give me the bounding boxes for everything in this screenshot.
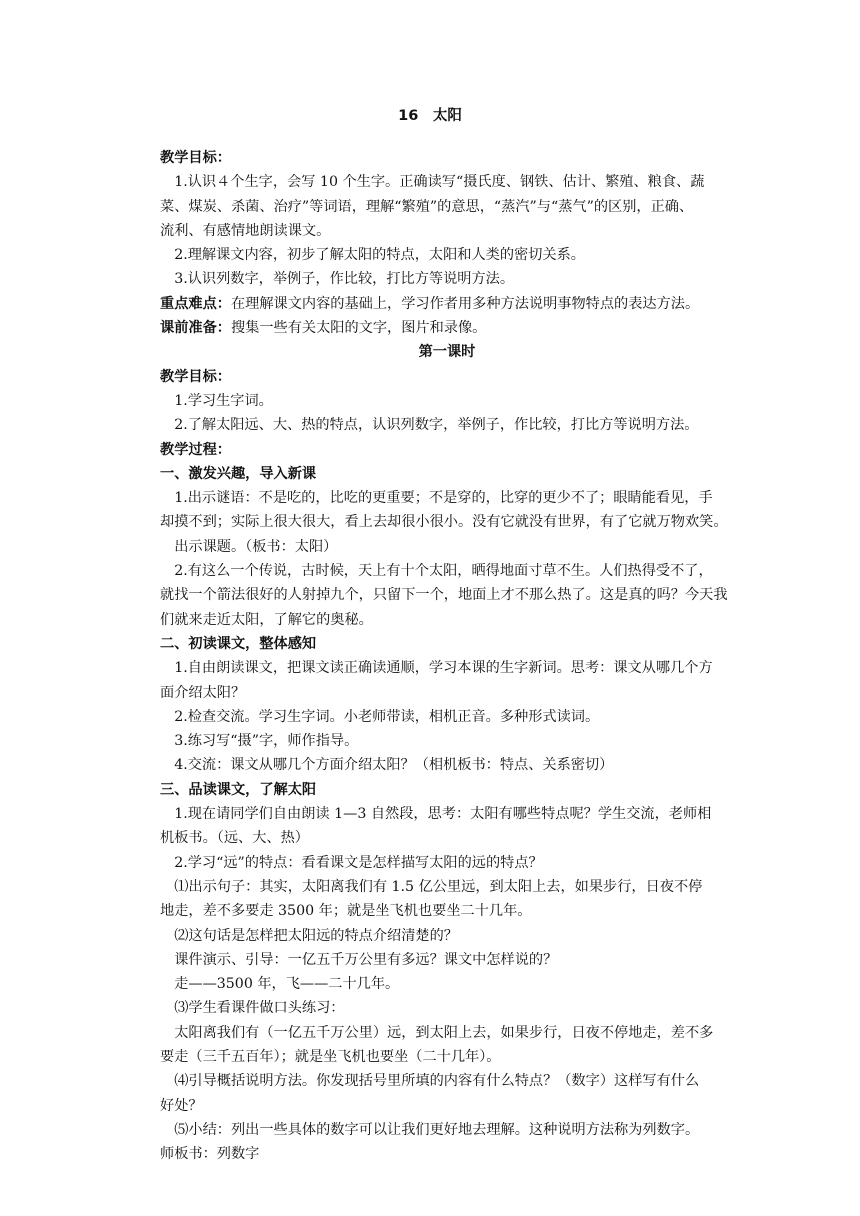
line-text: 面介绍太阳？	[160, 684, 246, 701]
text-line	[160, 1069, 734, 1093]
line-text: 却摸不到；实际上很大很大，看上去却很小很小。没有它就没有世界，有了它就万物欢笑。	[160, 514, 728, 531]
text-line	[160, 219, 734, 243]
line-text: 1.现在请同学们自由朗读 1—3 自然段，思考：太阳有哪些特点呢？学生交流，老师相	[160, 806, 712, 823]
text-line	[160, 996, 734, 1020]
heading-line	[160, 632, 734, 656]
text-line	[160, 608, 734, 632]
line-text: 走——3500 年，飞——二十几年。	[160, 976, 400, 993]
line-rest-text: 在理解课文内容的基础上，学习作者用多种方法说明事物特点的表达方法。	[230, 295, 700, 312]
text-line	[160, 899, 734, 923]
line-text: 课件演示、引导：一亿五千万公里有多远？课文中怎样说的？	[160, 951, 558, 968]
heading-line	[160, 316, 734, 340]
line-text: 机板书。（远、大、热）	[160, 830, 309, 847]
text-line	[160, 753, 734, 777]
line-text: 课前准备：	[160, 320, 231, 337]
text-line	[160, 1021, 734, 1045]
heading-line	[160, 462, 734, 486]
line-text: 二、初读课文，整体感知	[160, 635, 317, 652]
text-line	[160, 705, 734, 729]
line-text: 1.出示谜语：不是吃的，比吃的更重要；不是穿的，比穿的更少不了；眼睛能看见，手	[160, 490, 713, 507]
text-line	[160, 510, 734, 534]
line-text: 们就来走近太阳，了解它的奥秘。	[160, 611, 373, 628]
text-line	[160, 267, 734, 291]
line-text: 师板书：列数字	[160, 1146, 260, 1163]
line-text: 教学过程：	[160, 441, 231, 458]
text-line	[160, 802, 734, 826]
line-text: 2.有这么一个传说，古时候，天上有十个太阳，晒得地面寸草不生。人们热得受不了，	[160, 563, 713, 580]
line-text: 2.检查交流。学习生字词。小老师带读，相机正音。多种形式读词。	[160, 708, 600, 725]
line-text: 1.自由朗读课文，把课文读正确读通顺，学习本课的生字新词。思考：课文从哪几个方	[160, 660, 713, 677]
heading-line	[160, 365, 734, 389]
line-text: 3.认识列数字，举例子，作比较，打比方等说明方法。	[160, 271, 515, 288]
text-line	[160, 195, 734, 219]
line-text: 1.学习生字词。	[160, 392, 273, 409]
document-body	[160, 146, 734, 1166]
line-text: 三、品读课文，了解太阳	[160, 781, 317, 798]
line-text: 2.理解课文内容，初步了解太阳的特点，太阳和人类的密切关系。	[160, 247, 585, 264]
text-line	[160, 1094, 734, 1118]
line-text: 2.学习“远”的特点：看看课文是怎样描写太阳的远的特点？	[160, 854, 543, 871]
text-line	[160, 413, 734, 437]
line-text: 地走，差不多要走 3500 年；就是坐飞机也要坐二十几年。	[160, 903, 532, 920]
line-text: 3.练习写“摄”字，师作指导。	[160, 733, 359, 750]
line-text: ⑸小结：列出一些具体的数字可以让我们更好地去理解。这种说明方法称为列数字。	[160, 1121, 700, 1138]
line-text: ⑶学生看课件做口头练习：	[160, 1000, 345, 1017]
heading-line	[160, 438, 734, 462]
text-line	[160, 972, 734, 996]
text-line	[160, 924, 734, 948]
line-text: ⑵这句话是怎样把太阳远的特点介绍清楚的？	[160, 927, 458, 944]
text-line	[160, 389, 734, 413]
line-text: 教学目标：	[160, 150, 231, 166]
text-line	[160, 1045, 734, 1069]
line-text: 太阳离我们有（一亿五千万公里）远，到太阳上去，如果步行，日夜不停地走，差不多	[160, 1024, 714, 1041]
heading-line	[160, 292, 734, 316]
text-line	[160, 948, 734, 972]
text-line	[160, 243, 734, 267]
line-rest-text: 搜集一些有关太阳的文字，图片和录像。	[230, 320, 487, 337]
line-text: 要走（三千五百年）；就是坐飞机也要坐（二十几年）。	[160, 1048, 501, 1065]
line-text: 1.认识４个生字，会写 10 个生字。正确读写“摄氏度、钢铁、估计、繁殖、粮食、蔬	[160, 174, 705, 191]
text-line	[160, 875, 734, 899]
line-text: 教学目标：	[160, 368, 231, 385]
text-line	[160, 656, 734, 680]
text-line	[160, 486, 734, 510]
text-line	[160, 729, 734, 753]
text-line	[160, 826, 734, 850]
line-text: 第一课时	[418, 344, 476, 361]
text-line	[160, 681, 734, 705]
text-line	[160, 559, 734, 583]
heading-line	[160, 778, 734, 802]
text-line	[160, 583, 734, 607]
text-line	[160, 170, 734, 194]
text-line	[160, 535, 734, 559]
line-text: 就找一个箭法很好的人射掉九个，只留下一个，地面上才不那么热了。这是真的吗？今天我	[160, 587, 728, 604]
text-line	[160, 851, 734, 875]
line-text: 重点难点：	[160, 295, 231, 312]
heading-line	[160, 146, 734, 170]
line-text: 4.交流：课文从哪几个方面介绍太阳？（相机板书：特点、关系密切）	[160, 757, 614, 774]
line-text: 好处？	[160, 1097, 203, 1114]
line-text: 一、激发兴趣，导入新课	[160, 465, 317, 482]
line-text: 流利、有感情地朗读课文。	[160, 222, 331, 239]
line-text: ⑷引导概括说明方法。你发现括号里所填的内容有什么特点？（数字）这样写有什么	[160, 1073, 700, 1090]
line-text: 菜、煤炭、杀菌、治疗”等词语，理解“繁殖”的意思，“蒸汽”与“蒸气”的区别，正确、	[160, 198, 694, 215]
text-line	[160, 1118, 734, 1142]
line-text: ⑴出示句子：其实，太阳离我们有 1.5 亿公里远，到太阳上去，如果步行，日夜不停	[160, 878, 703, 895]
line-text: 2.了解太阳远、大、热的特点，认识列数字，举例子，作比较，打比方等说明方法。	[160, 417, 699, 434]
page-title: 16 太阳	[398, 108, 462, 124]
text-line	[160, 1142, 734, 1166]
section-heading	[160, 340, 734, 364]
line-text: 出示课题。（板书：太阳）	[160, 538, 338, 555]
